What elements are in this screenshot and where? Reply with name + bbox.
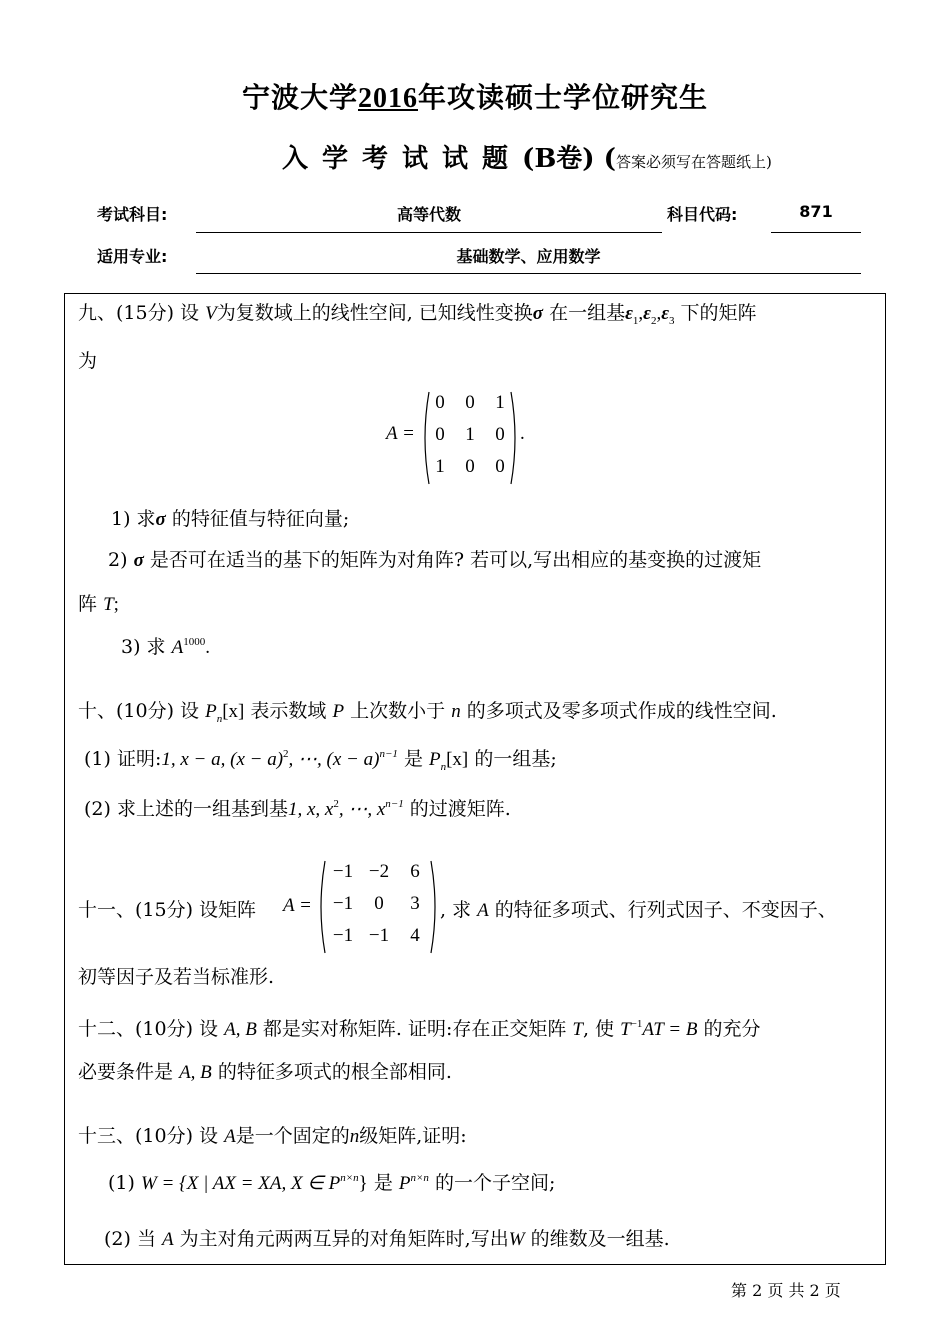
q12-line1: 十二、(10分) 设 A, B 都是实对称矩阵. 证明:存在正交矩阵 T, 使 $T^{-1}AT = B$ 的充分 <box>78 1018 761 1040</box>
matrix-cell: 0 <box>374 893 384 914</box>
major-label: 适用专业: <box>97 247 168 266</box>
code-label: 科目代码: <box>667 205 738 224</box>
matrix-cell: −1 <box>332 925 354 946</box>
q9-line1: 九、(15分) 设 V为复数域上的线性空间, 已知线性变换σ 在一组基$\varepsilon_1,\varepsilon_2,\varepsilon_3$ 下的矩阵 <box>78 302 757 327</box>
code-value: 871 <box>799 202 833 221</box>
q9-line2: 为 <box>78 350 98 372</box>
q10-part1: (1) 证明:1, x − a, $(x - a)^2$, ⋯, $(x - a)^{n-1}$ 是 $P_n[x]$ 的一组基; <box>84 748 557 773</box>
exam-title-line2: 入学考试试题(B卷) (答案必须写在答题纸上) <box>282 144 772 174</box>
matrix-cell: 0 <box>435 392 445 413</box>
major-underline <box>196 273 861 274</box>
q10-line1: 十、(10分) 设 $P_n[x]$ 表示数域 P 上次数小于 n 的多项式及零多项式作成的线性空间. <box>78 700 777 725</box>
code-underline <box>771 232 861 233</box>
q11-line1-end: , 求 A 的特征多项式、行列式因子、不变因子、 <box>440 899 837 921</box>
q9-part2-cont: 阵 T; <box>78 593 119 615</box>
matrix-cell: 6 <box>410 861 420 882</box>
q13-part1: (1) W = {X | AX = XA, X ∈ $P^{n\times n}$} 是 $P^{n\times n}$ 的一个子空间; <box>108 1172 556 1194</box>
matrix-cell: 0 <box>435 424 445 445</box>
matrix-cell: 4 <box>410 925 420 946</box>
major-value: 基础数学、应用数学 <box>456 247 601 266</box>
matrix-cell: 3 <box>410 893 420 914</box>
q9-part2: 2) σ 是否可在适当的基下的矩阵为对角阵? 若可以,写出相应的基变换的过渡矩 <box>108 549 762 571</box>
q9-part1: 1) 求σ 的特征值与特征向量; <box>111 508 350 530</box>
q13-line1: 十三、(10分) 设 A是一个固定的n级矩阵,证明: <box>78 1125 467 1147</box>
q11-matrix-label: A = <box>283 895 312 916</box>
q9-matrix <box>420 390 520 486</box>
subject-underline <box>196 232 662 233</box>
matrix-cell: −1 <box>332 893 354 914</box>
q9-part3: 3) 求 $A^{1000}$. <box>121 636 210 658</box>
matrix-cell: 1 <box>465 424 475 445</box>
subject-label: 考试科目: <box>97 205 168 224</box>
subject-value: 高等代数 <box>396 205 461 224</box>
exam-title-line1: 宁波大学2016年攻读硕士学位研究生 <box>241 81 709 114</box>
matrix-cell: 1 <box>495 392 505 413</box>
q11-line2: 初等因子及若当标准形. <box>78 966 275 988</box>
q12-line2: 必要条件是 A, B 的特征多项式的根全部相同. <box>78 1061 452 1083</box>
matrix-cell: −1 <box>332 861 354 882</box>
q9-matrix-label: A = <box>386 423 415 444</box>
q9-matrix-period: . <box>520 423 525 444</box>
q11-line1: 十一、(15分) 设矩阵 <box>78 899 257 921</box>
page-number: 第 2 页 共 2 页 <box>731 1281 841 1300</box>
q13-part2: (2) 当 A 为主对角元两两互异的对角矩阵时,写出W 的维数及一组基. <box>104 1228 670 1250</box>
q10-part2: (2) 求上述的一组基到基1, x, $x^2$, ⋯, $x^{n-1}$ 的过渡矩阵. <box>84 798 511 820</box>
matrix-cell: 0 <box>465 456 475 477</box>
matrix-cell: −1 <box>368 925 390 946</box>
matrix-cell: 1 <box>435 456 445 477</box>
matrix-cell: 0 <box>495 424 505 445</box>
matrix-cell: 0 <box>465 392 475 413</box>
matrix-cell: −2 <box>368 861 390 882</box>
q11-matrix <box>316 859 440 955</box>
matrix-cell: 0 <box>495 456 505 477</box>
